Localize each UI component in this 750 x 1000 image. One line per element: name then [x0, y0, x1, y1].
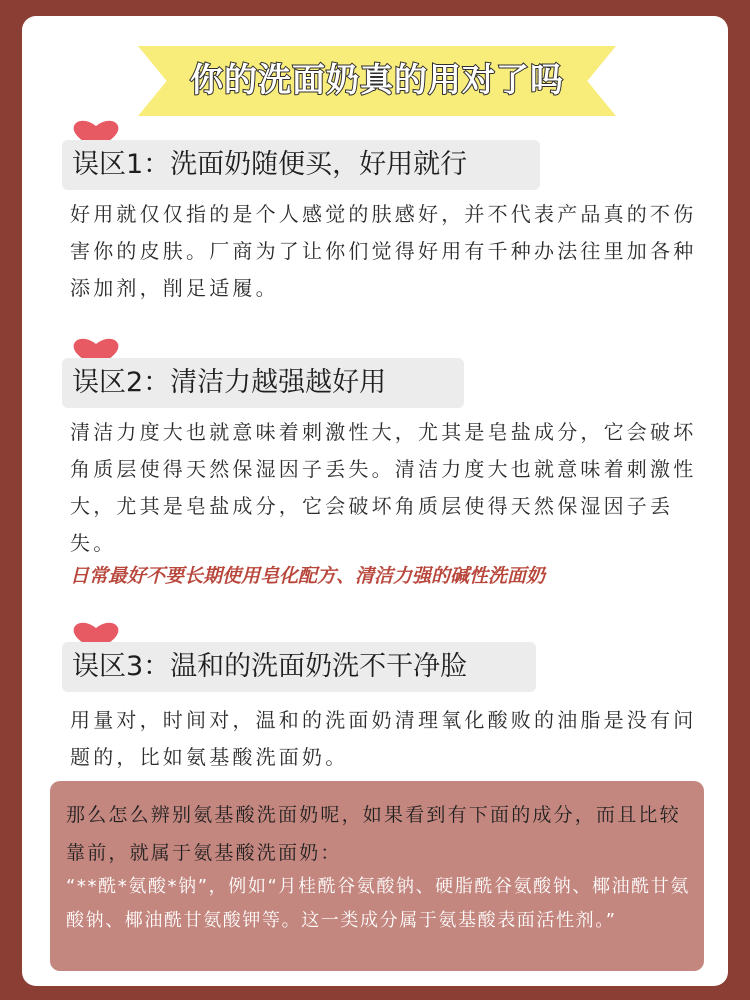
- note-main-text: 那么怎么辨别氨基酸洗面奶呢，如果看到有下面的成分，而且比较靠前，就属于氨基酸洗面奶：: [66, 804, 681, 864]
- section-2-body: 清洁力度大也就意味着刺激性大，尤其是皂盐成分，它会破坏角质层使得天然保湿因子丢失。清洁力度大也就意味着刺激性大，尤其是皂盐成分，它会破坏角质层使得天然保湿因子丢失。: [70, 420, 697, 555]
- section-3-body: 用量对，时间对，温和的洗面奶清理氧化酸败的油脂是没有问题的，比如氨基酸洗面奶。: [70, 708, 697, 769]
- section-2-heading: 误区2：清洁力越强越好用: [62, 358, 464, 408]
- note-detail-text: “**酰*氨酸*钠”，例如“月桂酰谷氨酸钠、硬脂酰谷氨酸钠、椰油酰甘氨酸钠、椰油酰甘氨酸钾等。这一类成分属于氨基酸表面活性剂。”: [66, 876, 690, 931]
- section-3-heading: 误区3：温和的洗面奶洗不干净脸: [62, 642, 536, 692]
- page-title: 你的洗面奶真的用对了吗: [190, 60, 564, 99]
- section-1-heading: 误区1：洗面奶随便买，好用就行: [62, 140, 540, 190]
- section-1-body: 好用就仅仅指的是个人感觉的肤感好，并不代表产品真的不伤害你的皮肤。厂商为了让你们觉得好用有千种办法往里加各种添加剂，削足适履。: [70, 202, 697, 300]
- section-2-tip: 日常最好不要长期使用皂化配方、清洁力强的碱性洗面奶: [70, 565, 546, 587]
